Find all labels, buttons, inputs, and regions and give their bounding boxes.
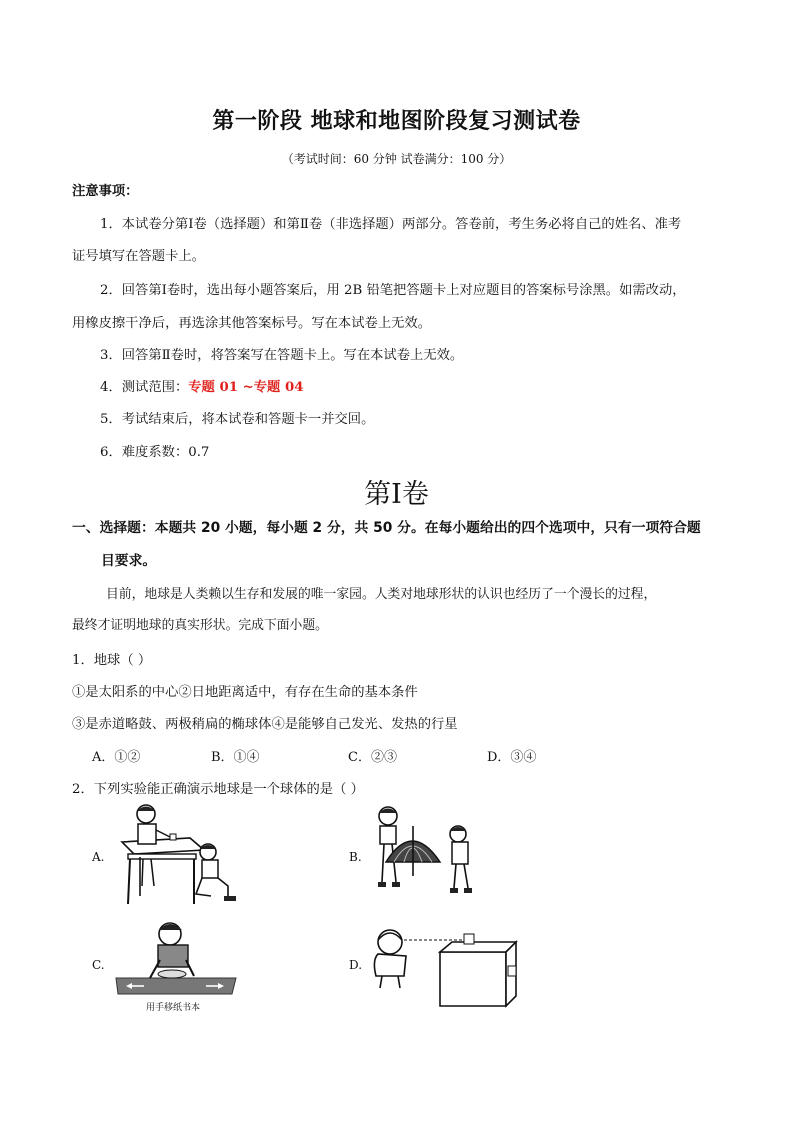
note-4-prefix: 4．测试范围：: [100, 380, 189, 395]
exam-info: （考试时间：60 分钟 试卷满分：100 分）: [281, 152, 512, 166]
q1-option-b[interactable]: B．①④: [211, 750, 260, 765]
q1-statement-2: ③是赤道略鼓、两极稍扁的椭球体④是能够自己发光、发热的行星: [72, 717, 458, 732]
q2-option-c-figure: [112, 914, 242, 996]
note-1-line-1: 1．本试卷分第Ⅰ卷（选择题）和第Ⅱ卷（非选择题）两部分。答卷前，考生务必将自己的姓名、准考: [100, 217, 682, 232]
note-3: 3．回答第Ⅱ卷时，将答案写在答题卡上。写在本试卷上无效。: [100, 348, 464, 363]
q2-option-b-label[interactable]: B.: [349, 850, 362, 864]
q1-option-a[interactable]: A．①②: [92, 750, 141, 765]
note-2-line-2: 用橡皮擦干净后，再选涂其他答案标号。写在本试卷上无效。: [72, 316, 432, 331]
q2-option-c-label[interactable]: C.: [92, 958, 105, 972]
passage-line-1: 目前，地球是人类赖以生存和发展的唯一家园。人类对地球形状的认识也经历了一个漫长的过程，: [106, 587, 657, 602]
note-4: [100, 376, 303, 395]
q2-option-a-figure: [116, 804, 242, 908]
passage-line-2: 最终才证明地球的真实形状。完成下面小题。: [72, 618, 328, 633]
test-range: 专题 01 ~专题 04: [188, 380, 304, 395]
q2-option-d-figure: [368, 920, 520, 1010]
section-heading-line-1: 一、选择题：本题共 20 小题，每小题 2 分，共 50 分。在每小题给出的四个选项中，只有一项符合题: [72, 520, 701, 536]
volume-title: 第Ⅰ卷: [364, 479, 429, 510]
q2-stem: 2．下列实验能正确演示地球是一个球体的是（ ）: [72, 782, 364, 797]
note-6: 6．难度系数：0.7: [100, 445, 210, 460]
q1-stem: 1．地球（ ）: [72, 653, 152, 668]
note-1-line-2: 证号填写在答题卡上。: [72, 249, 205, 264]
note-2-line-1: 2．回答第Ⅰ卷时，选出每小题答案后，用 2B 铅笔把答题卡上对应题目的答案标号涂黑。如需改动，: [100, 283, 686, 298]
page-title: 第一阶段 地球和地图阶段复习测试卷: [212, 109, 581, 134]
section-heading-line-2: 目要求。: [101, 553, 157, 569]
q2-option-c-caption: 用手移纸书本: [146, 1003, 201, 1013]
q1-statement-1: ①是太阳系的中心②日地距离适中，有存在生命的基本条件: [72, 685, 418, 700]
note-5: 5．考试结束后，将本试卷和答题卡一并交回。: [100, 412, 375, 427]
notes-heading: 注意事项：: [72, 184, 139, 199]
q2-option-d-label[interactable]: D.: [349, 958, 363, 972]
q2-option-a-label[interactable]: A.: [92, 850, 105, 864]
q2-option-b-figure: [368, 804, 492, 908]
q1-option-c[interactable]: C．②③: [348, 750, 397, 765]
q1-option-d[interactable]: D．③④: [487, 750, 537, 765]
